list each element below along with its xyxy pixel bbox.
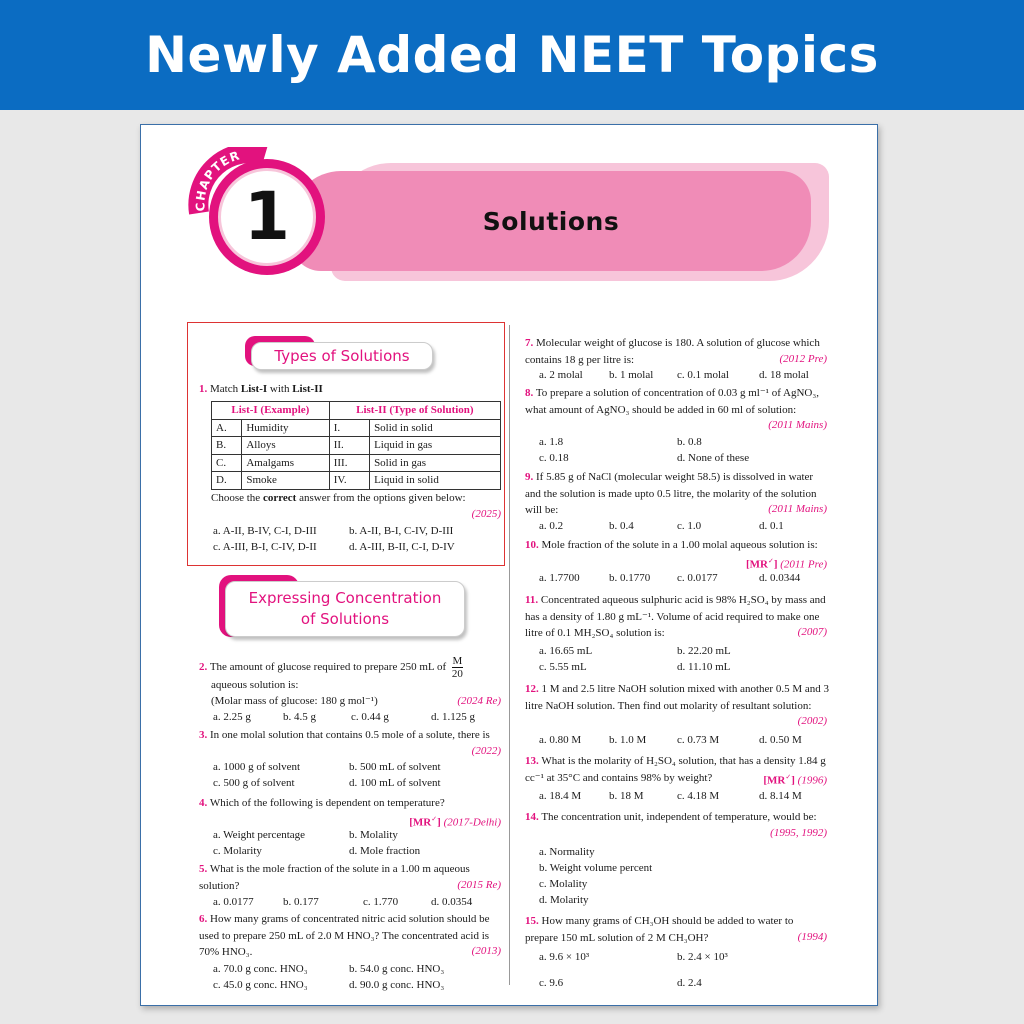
question-14-ref: (1995, 1992) xyxy=(770,827,827,839)
question-13-ref: [MR✓] (1996) xyxy=(763,773,827,787)
question-12: 12. 1 M and 2.5 litre NaOH solution mixed with another 0.5 M and 3 litre NaOH solution. Then find out molarity of resultant solution: xyxy=(525,683,829,712)
question-6-ref: (2013) xyxy=(471,945,501,957)
question-2: 2. The amount of glucose required to prepare 250 mL of $\frac{M}{20}$ xyxy=(199,655,463,680)
question-9: 9. If 5.85 g of NaCl (molecular weight 58.5) is dissolved in water and the solution is made upto 0.5 litre, the molarity of the solution will be: xyxy=(525,471,817,516)
table-row: A. Humidity I. Solid in solid xyxy=(212,419,501,437)
match-table: List-I (Example) List-II (Type of Solution) A. Humidity I. Solid in solid B. Alloys II. Liquid in gas C. Amalgams III. Solid in gas D. Smoke IV. Liquid in solid xyxy=(211,401,501,490)
question-1-instruction: Choose the correct answer from the options given below: xyxy=(211,492,466,504)
question-1-options: a. A-II, B-IV, C-I, D-III b. A-II, B-I, C-IV, D-III c. A-III, B-I, C-IV, D-II d. A-III, B-II, C-I, D-IV xyxy=(213,525,455,553)
top-banner xyxy=(0,0,1024,110)
question-12-ref: (2002) xyxy=(797,715,827,727)
question-8-options: a. 1.8 b. 0.8 c. 0.18 d. None of these xyxy=(539,436,750,464)
question-1: 1. Match List-I with List-II xyxy=(199,383,323,395)
question-5-ref: (2015 Re) xyxy=(457,879,501,891)
question-8: 8. To prepare a solution of concentration of 0.03 g ml⁻¹ of AgNO₃, what amount of AgNO₃ should be added in 60 ml of solution: xyxy=(525,387,819,416)
question-13: 13. What is the molarity of H₂SO₄ solution, that has a density 1.84 g cc⁻¹ at 35°C and contains 98% by weight? xyxy=(525,755,826,784)
question-15-options: a. 9.6 × 10³ b. 2.4 × 10³ c. 9.6 d. 2.4 xyxy=(539,951,728,989)
question-1-ref: (2025) xyxy=(471,508,501,520)
question-2-text: aqueous solution is: xyxy=(211,679,299,691)
question-9-options: a. 0.2 b. 0.4 c. 1.0 d. 0.1 xyxy=(539,520,784,532)
question-5: 5. What is the mole fraction of the solute in a 1.00 m aqueous solution? xyxy=(199,863,470,892)
question-13-options: a. 18.4 M b. 18 M c. 4.18 M d. 8.14 M xyxy=(539,790,802,802)
question-5-options: a. 0.0177 b. 0.177 c. 1.770 d. 0.0354 xyxy=(213,896,473,908)
question-4: 4. Which of the following is dependent on temperature? xyxy=(199,797,445,809)
chapter-word: CHAPTER xyxy=(193,148,242,212)
table-row: B. Alloys II. Liquid in gas xyxy=(212,437,501,455)
question-6: 6. How many grams of concentrated nitric acid solution should be used to prepare 250 mL of 2.0 M HNO₃? The concentrated acid is 70% HNO₃. xyxy=(199,913,490,958)
chapter-title: Solutions xyxy=(482,206,620,236)
question-2-options: a. 2.25 g b. 4.5 g c. 0.44 g d. 1.125 g xyxy=(213,711,475,723)
question-10-options: a. 1.7700 b. 0.1770 c. 0.0177 d. 0.0344 xyxy=(539,572,801,584)
question-10: 10. Mole fraction of the solute in a 1.00 molal aqueous solution is: xyxy=(525,539,818,551)
question-14: 14. The concentration unit, independent of temperature, would be: xyxy=(525,811,817,823)
column-divider xyxy=(509,325,510,985)
question-15: 15. How many grams of CH₃OH should be added to water to prepare 150 mL solution of 2 M CH₃OH? xyxy=(525,915,794,944)
question-3: 3. In one molal solution that contains 0.5 mole of a solute, there is xyxy=(199,729,490,741)
section-heading-expressing: Expressing Concentration of Solutions xyxy=(225,581,465,637)
question-2-note: (2024 Re) (Molar mass of glucose: 180 g mol⁻¹) xyxy=(211,695,501,707)
banner-title: Newly Added NEET Topics xyxy=(145,26,879,84)
question-6-options: a. 70.0 g conc. HNO₃ b. 54.0 g conc. HNO₃ c. 45.0 g conc. HNO₃ d. 90.0 g conc. HNO₃ xyxy=(213,963,445,991)
question-4-ref: [MR✓] (2017-Delhi) xyxy=(409,815,501,829)
question-15-ref: (1994) xyxy=(797,931,827,943)
chapter-number: 1 xyxy=(244,178,290,255)
question-10-ref: [MR✓] (2011 Pre) xyxy=(745,557,827,571)
question-7-options: a. 2 molal b. 1 molal c. 0.1 molal d. 18 molal xyxy=(539,369,809,381)
question-11-ref: (2007) xyxy=(797,626,827,638)
question-3-options: a. 1000 g of solvent b. 500 mL of solvent c. 500 g of solvent d. 100 mL of solvent xyxy=(213,761,441,789)
question-8-ref: (2011 Mains) xyxy=(768,419,827,431)
question-14-options: a. Normality b. Weight volume percent c. Molality d. Molarity xyxy=(539,846,653,906)
question-11-options: a. 16.65 mL b. 22.20 mL c. 5.55 mL d. 11.10 mL xyxy=(539,645,731,673)
question-7: 7. Molecular weight of glucose is 180. A solution of glucose which contains 18 g per litre is: xyxy=(525,337,820,366)
question-4-options: a. Weight percentage b. Molality c. Molarity d. Mole fraction xyxy=(213,829,421,857)
question-12-options: a. 0.80 M b. 1.0 M c. 0.73 M d. 0.50 M xyxy=(539,734,802,746)
section-heading-types: Types of Solutions xyxy=(251,342,433,370)
chapter-word-arc xyxy=(185,147,281,217)
question-11: 11. Concentrated aqueous sulphuric acid is 98% H₂SO₄ by mass and has a density of 1.80 g mL⁻¹. Volume of acid required to make one litre of 0.1 MH₂SO₄ solution is: xyxy=(525,594,826,639)
question-9-ref: (2011 Mains) xyxy=(768,503,827,515)
question-3-ref: (2022) xyxy=(471,745,501,757)
book-page xyxy=(140,124,878,1006)
table-row: C. Amalgams III. Solid in gas xyxy=(212,454,501,472)
table-row: D. Smoke IV. Liquid in solid xyxy=(212,472,501,490)
question-7-ref: (2012 Pre) xyxy=(779,353,827,365)
